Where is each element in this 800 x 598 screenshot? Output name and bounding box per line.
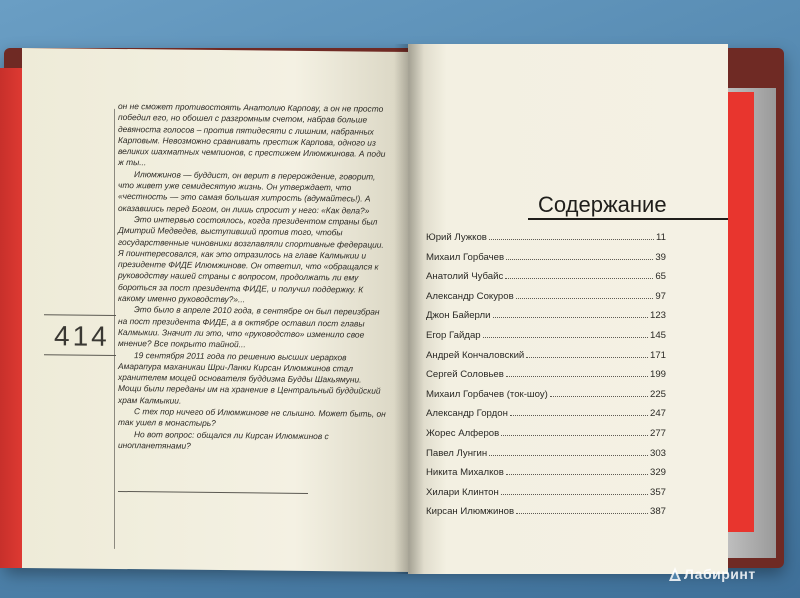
toc-entry-name: Михаил Горбачев (ток-шоу)	[426, 388, 548, 400]
margin-rule	[114, 109, 115, 549]
toc-entry-page: 225	[649, 388, 666, 400]
toc-entry-name: Кирсан Илюмжинов	[426, 506, 515, 518]
labirint-logo-icon	[668, 566, 682, 582]
toc-entry-page: 39	[655, 251, 666, 263]
toc-title: Содержание	[538, 192, 667, 217]
toc-entry-page: 11	[656, 232, 666, 243]
toc-entry	[426, 467, 666, 487]
toc-leader	[506, 369, 648, 377]
toc-title-rule	[528, 218, 728, 220]
toc-entry-page: 123	[649, 310, 666, 322]
toc-list	[426, 232, 666, 526]
toc-entry-name: Хилари Клинтон	[426, 486, 499, 498]
toc-entry	[426, 330, 666, 350]
toc-entry-page: 329	[649, 467, 666, 479]
paragraph: С тех пор ничего об Илюмжинове не слышно. Может быть, он так ушел в монастырь?	[118, 406, 386, 429]
paragraph: Это интервью состоялось, когда президентом страны был Дмитрий Медведев, выступивший против того, чтобы государственные чиновники возглавляли спортивные федерации. Я поинтересовался, как это отразилось на главе Калмыкии и президенте ФИДЕ Илюмжинове. Он ответил, что «обращался к руководству нашей страны с вопросом, продолжать ли ему бороться за пост президента ФИДЕ, и получил поддержку. К какому именно руководству?»...	[118, 214, 384, 305]
paragraph: 19 сентября 2011 года по решению высших иерархов Амарапура маханикаи Шри-Ланки Кирсан Илюмжинов стал хранителем мощей основателя буддизма Будды Шакьямуни. Мощи были переданы им на хранение в Центральный буддийский храм Калмыкии.	[118, 349, 381, 406]
toc-entry	[426, 389, 666, 409]
right-page	[408, 44, 728, 574]
toc-entry	[426, 252, 666, 272]
toc-leader	[550, 389, 648, 397]
toc-leader	[489, 448, 648, 456]
page-number: 414	[54, 320, 110, 352]
toc-entry	[426, 506, 666, 526]
paragraph: Илюмжинов — буддист, он верит в перерождение, говорит, что живет уже семидесятую жизнь. Он утверждает, что «честность — это самая большая хитрость (вдумайтесь!). А оказавшись перед Богом, он лишь спросит у него: «Как дела?»	[118, 168, 376, 216]
toc-entry-name: Павел Лунгин	[426, 447, 488, 459]
toc-leader	[493, 310, 648, 318]
toc-entry-page: 303	[649, 447, 666, 459]
toc-leader	[506, 467, 648, 475]
toc-entry	[426, 487, 666, 507]
toc-entry-page: 171	[649, 349, 666, 361]
body-text	[118, 101, 386, 454]
toc-entry	[426, 448, 666, 468]
toc-entry-name: Юрий Лужков	[426, 232, 487, 243]
toc-entry-name: Никита Михалков	[426, 467, 504, 479]
toc-entry-name: Михаил Горбачев	[426, 251, 505, 263]
toc-leader	[510, 408, 648, 416]
toc-entry-page: 357	[649, 486, 666, 498]
toc-entry-name: Жорес Алферов	[426, 427, 500, 439]
toc-leader	[483, 330, 648, 338]
spine-shadow	[394, 44, 424, 574]
toc-entry-name: Сергей Соловьев	[426, 369, 504, 381]
toc-entry	[426, 232, 666, 252]
toc-entry	[426, 291, 666, 311]
toc-leader	[501, 487, 648, 495]
left-page	[22, 48, 412, 572]
page-number-rule-bottom	[44, 354, 116, 356]
toc-entry-page: 145	[649, 329, 666, 341]
toc-entry	[426, 310, 666, 330]
toc-leader	[516, 291, 654, 299]
toc-entry	[426, 271, 666, 291]
toc-leader	[516, 506, 648, 514]
toc-entry	[426, 350, 666, 370]
toc-entry	[426, 428, 666, 448]
toc-entry-page: 277	[649, 427, 666, 439]
paragraph: Но вот вопрос: общался ли Кирсан Илюмжинов с инопланетянами?	[118, 428, 329, 451]
paragraph: Это было в апреле 2010 года, в сентябре он был переизбран на пост президента ФИДЕ, а в октябре оставил пост главы Калмыкии. Значит ли это, что «руководство» изменило свое мнение? Все покрыто тайной...	[118, 304, 380, 350]
toc-entry-name: Егор Гайдар	[426, 329, 481, 341]
page-number-rule-top	[44, 314, 116, 316]
toc-leader	[505, 271, 653, 279]
toc-entry-page: 65	[655, 271, 666, 283]
toc-entry-name: Александр Сокуров	[426, 290, 514, 302]
toc-entry-page: 97	[655, 290, 666, 302]
red-endpaper-edge	[726, 92, 754, 532]
toc-leader	[501, 428, 648, 436]
toc-entry-page: 199	[649, 369, 666, 381]
toc-entry	[426, 408, 666, 428]
toc-entry	[426, 369, 666, 389]
toc-entry-name: Андрей Кончаловский	[426, 349, 525, 361]
toc-entry-page: 247	[649, 408, 666, 420]
toc-entry-name: Александр Гордон	[426, 408, 508, 420]
toc-entry-name: Джон Байерли	[426, 310, 491, 322]
toc-leader	[489, 232, 654, 240]
end-rule	[118, 491, 308, 494]
toc-entry-page: 387	[649, 506, 666, 518]
toc-entry-name: Анатолий Чубайс	[426, 271, 504, 283]
watermark: Лабиринт	[684, 566, 756, 582]
paragraph: он не сможет противостоять Анатолию Карпову, а он не просто победил его, но обошел с разгромным счетом, набрав больше девяноста голосов – против пятидесяти с лишним, набранных Карповым. Невозможно сравнивать престиж Карпова, одного из великих шахматных чемпионов, с престижем Илюмжинова. А поди ж ты...	[118, 100, 386, 168]
toc-leader	[526, 350, 648, 358]
toc-leader	[506, 252, 653, 260]
